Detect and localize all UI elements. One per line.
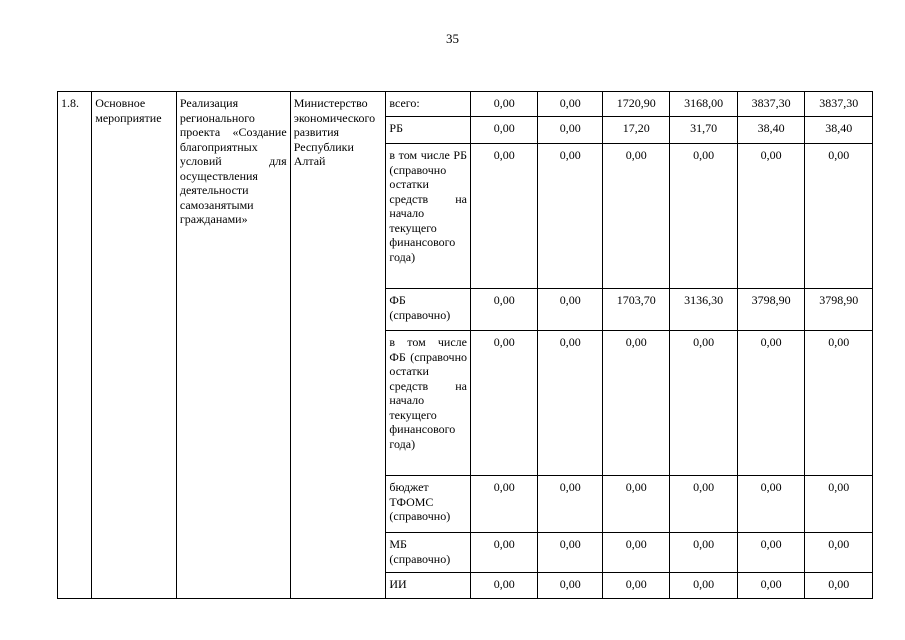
value-cell: 0,00 (805, 533, 873, 573)
value-cell: 0,00 (805, 573, 873, 599)
row-type-cell: Основное мероприятие (92, 92, 177, 599)
value-cell: 0,00 (538, 289, 602, 331)
value-cell: 0,00 (538, 331, 602, 476)
value-cell: 0,00 (538, 92, 602, 117)
funding-source-label: РБ (386, 117, 471, 144)
value-cell: 0,00 (670, 331, 737, 476)
value-cell: 0,00 (670, 533, 737, 573)
value-cell: 0,00 (538, 573, 602, 599)
value-cell: 0,00 (602, 533, 669, 573)
value-cell: 0,00 (670, 144, 737, 289)
value-cell: 0,00 (602, 331, 669, 476)
row-number-cell: 1.8. (58, 92, 92, 599)
value-cell: 0,00 (602, 573, 669, 599)
value-cell: 0,00 (538, 117, 602, 144)
row-name-cell: Реализация регионального проекта «Создание благоприятных условий для осуществления деятельности самозанятыми гражданами» (176, 92, 290, 599)
value-cell: 0,00 (737, 573, 804, 599)
funding-source-label: в том числе ФБ (справочно остатки средств на начало текущего финансового года) (386, 331, 471, 476)
value-cell: 0,00 (737, 331, 804, 476)
value-cell: 0,00 (670, 476, 737, 533)
funding-source-label: бюджет ТФОМС (справочно) (386, 476, 471, 533)
value-cell: 0,00 (471, 476, 538, 533)
value-cell: 3168,00 (670, 92, 737, 117)
value-cell: 0,00 (471, 289, 538, 331)
value-cell: 3837,30 (737, 92, 804, 117)
row-executor-cell: Министерство экономического развития Республики Алтай (290, 92, 386, 599)
value-cell: 0,00 (471, 144, 538, 289)
value-cell: 0,00 (471, 573, 538, 599)
budget-table (57, 91, 873, 599)
value-cell: 0,00 (737, 144, 804, 289)
value-cell: 0,00 (805, 144, 873, 289)
value-cell: 1720,90 (602, 92, 669, 117)
value-cell: 31,70 (670, 117, 737, 144)
value-cell: 0,00 (538, 533, 602, 573)
funding-source-label: ФБ (справочно) (386, 289, 471, 331)
page-number: 35 (446, 31, 459, 46)
value-cell: 0,00 (737, 533, 804, 573)
value-cell: 0,00 (471, 331, 538, 476)
value-cell: 1703,70 (602, 289, 669, 331)
value-cell: 0,00 (805, 331, 873, 476)
value-cell: 0,00 (471, 117, 538, 144)
value-cell: 0,00 (602, 144, 669, 289)
value-cell: 17,20 (602, 117, 669, 144)
value-cell: 0,00 (538, 144, 602, 289)
value-cell: 3136,30 (670, 289, 737, 331)
budget-table-body (58, 92, 873, 599)
funding-source-label: всего: (386, 92, 471, 117)
value-cell: 3798,90 (805, 289, 873, 331)
value-cell: 0,00 (602, 476, 669, 533)
funding-source-label: МБ (справочно) (386, 533, 471, 573)
value-cell: 0,00 (471, 533, 538, 573)
value-cell: 38,40 (805, 117, 873, 144)
funding-source-label: ИИ (386, 573, 471, 599)
value-cell: 3837,30 (805, 92, 873, 117)
value-cell: 0,00 (538, 476, 602, 533)
value-cell: 0,00 (471, 92, 538, 117)
value-cell: 3798,90 (737, 289, 804, 331)
value-cell: 0,00 (670, 573, 737, 599)
funding-source-label: в том числе РБ (справочно остатки средств на начало текущего финансового года) (386, 144, 471, 289)
table-row (58, 92, 873, 117)
value-cell: 38,40 (737, 117, 804, 144)
value-cell: 0,00 (737, 476, 804, 533)
value-cell: 0,00 (805, 476, 873, 533)
